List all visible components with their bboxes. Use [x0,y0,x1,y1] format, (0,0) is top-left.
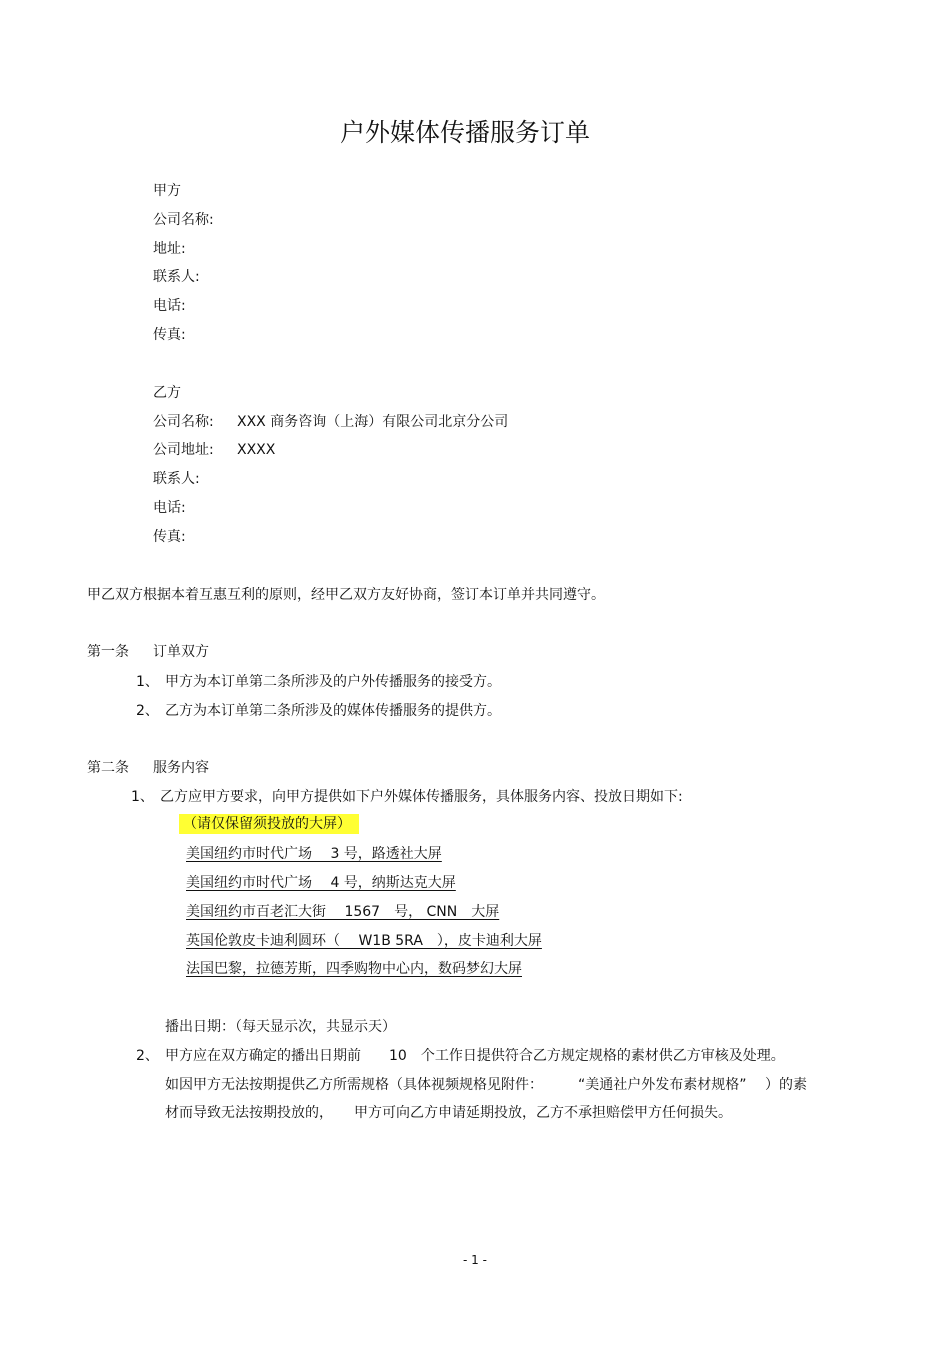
article1-number: 第一条 [87,644,129,660]
article2-item2-line1: 甲方应在双方确定的播出日期前 10 个工作日提供符合乙方规定规格的素材供乙方审核及处理。 [165,1048,785,1064]
article2-item2-line2: 如因甲方无法按期提供乙方所需规格（具体视频规格见附件： “美通社户外发布素材规格” ）的素 [165,1077,807,1093]
article1-title: 订单双方 [153,644,209,660]
party-a-company-label: 公司名称: [153,212,214,228]
article2-item1-number: 1、 [131,789,154,805]
highlight-note [179,815,359,833]
screen-item: 美国纽约市时代广场 3 号，路透社大屏 [186,846,442,862]
party-a-phone-label: 电话: [153,298,186,314]
article1-item2-text: 乙方为本订单第二条所涉及的媒体传播服务的提供方。 [165,703,501,719]
article2-item2-line3: 材而导致无法按期投放的， 甲方可向乙方申请延期投放，乙方不承担赔偿甲方任何损失。 [165,1105,732,1121]
party-b-address-value: XXXX [237,442,276,458]
party-a-address-label: 地址: [153,241,186,257]
document-title: 户外媒体传播服务订单 [339,118,590,147]
intro-paragraph: 甲乙双方根据本着互惠互利的原则，经甲乙双方友好协商，签订本订单并共同遵守。 [87,587,605,603]
article2-item1-text: 乙方应甲方要求，向甲方提供如下户外媒体传播服务，具体服务内容、投放日期如下: [160,789,683,805]
party-b-company-label: 公司名称: [153,414,214,430]
party-b-company-value: XXX 商务咨询（上海）有限公司北京分公司 [237,414,509,430]
page-number: - 1 - [463,1253,487,1267]
party-a-contact-label: 联系人: [153,269,200,285]
article2-number: 第二条 [87,760,129,776]
party-b-fax-label: 传真: [153,529,186,545]
screen-item: 法国巴黎，拉德芳斯，四季购物中心内，数码梦幻大屏 [186,961,522,977]
party-b-heading: 乙方 [153,385,181,401]
article2-item2-number: 2、 [136,1048,159,1064]
screen-item: 美国纽约市时代广场 4 号，纳斯达克大屏 [186,875,456,891]
article2-title: 服务内容 [153,760,209,776]
party-b-contact-label: 联系人: [153,471,200,487]
article1-item1-text: 甲方为本订单第二条所涉及的户外传播服务的接受方。 [165,674,501,690]
article1-item2-number: 2、 [136,703,159,719]
broadcast-date: 播出日期：（每天显示次，共显示天） [165,1019,396,1035]
article1-item1-number: 1、 [136,674,159,690]
party-b-address-label: 公司地址: [153,442,214,458]
party-b-phone-label: 电话: [153,500,186,516]
party-a-heading: 甲方 [153,183,181,199]
screen-item: 英国伦敦皮卡迪利圆环（ W1B 5RA ），皮卡迪利大屏 [186,933,542,949]
party-a-fax-label: 传真: [153,327,186,343]
highlight-note-text: （请仅保留须投放的大屏） [179,814,359,834]
screen-item: 美国纽约市百老汇大街 1567 号， CNN 大屏 [186,904,500,920]
